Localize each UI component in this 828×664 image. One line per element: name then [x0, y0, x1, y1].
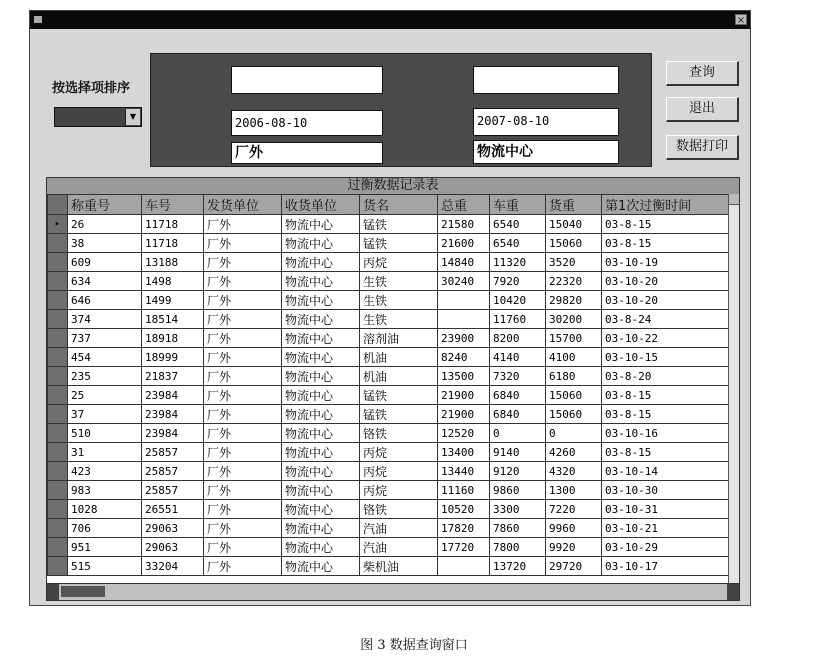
table-cell[interactable]: 14840 — [438, 253, 490, 272]
table-cell[interactable]: 厂外 — [204, 367, 282, 386]
row-selector[interactable] — [48, 272, 68, 291]
table-cell[interactable]: 515 — [68, 557, 142, 576]
table-cell[interactable]: 15040 — [546, 215, 602, 234]
table-cell[interactable]: 03-10-20 — [602, 291, 730, 310]
table-cell[interactable]: 11718 — [142, 215, 204, 234]
row-selector[interactable] — [48, 310, 68, 329]
table-cell[interactable]: 1498 — [142, 272, 204, 291]
scroll-thumb[interactable] — [61, 586, 105, 597]
table-cell[interactable]: 17820 — [438, 519, 490, 538]
table-cell[interactable]: 1028 — [68, 500, 142, 519]
column-header[interactable]: 称重号 — [68, 195, 142, 215]
table-cell[interactable]: 15700 — [546, 329, 602, 348]
table-cell[interactable]: 物流中心 — [282, 367, 360, 386]
table-cell[interactable]: 物流中心 — [282, 405, 360, 424]
table-cell[interactable]: 374 — [68, 310, 142, 329]
row-selector[interactable] — [48, 291, 68, 310]
table-cell[interactable]: 18918 — [142, 329, 204, 348]
table-cell[interactable]: 厂外 — [204, 519, 282, 538]
table-cell[interactable]: 6840 — [490, 386, 546, 405]
table-cell[interactable]: 03-10-21 — [602, 519, 730, 538]
current-row-indicator[interactable]: ▸ — [48, 215, 68, 234]
table-cell[interactable]: 13720 — [490, 557, 546, 576]
table-cell[interactable]: 23984 — [142, 386, 204, 405]
table-cell[interactable]: 9120 — [490, 462, 546, 481]
table-cell[interactable]: 03-10-30 — [602, 481, 730, 500]
table-cell[interactable]: 0 — [490, 424, 546, 443]
table-row[interactable] — [48, 443, 730, 462]
table-cell[interactable]: 丙烷 — [360, 253, 438, 272]
table-row[interactable] — [48, 481, 730, 500]
vertical-scrollbar[interactable] — [728, 194, 739, 584]
column-header[interactable]: 车号 — [142, 195, 204, 215]
table-cell[interactable]: 1300 — [546, 481, 602, 500]
table-cell[interactable]: 03-10-22 — [602, 329, 730, 348]
table-cell[interactable]: 18514 — [142, 310, 204, 329]
table-cell[interactable]: 03-10-14 — [602, 462, 730, 481]
table-cell[interactable]: 6540 — [490, 215, 546, 234]
table-cell[interactable]: 物流中心 — [282, 538, 360, 557]
table-cell[interactable]: 7320 — [490, 367, 546, 386]
table-row[interactable] — [48, 348, 730, 367]
table-row[interactable] — [48, 367, 730, 386]
table-cell[interactable]: 03-8-15 — [602, 405, 730, 424]
table-cell[interactable]: 30240 — [438, 272, 490, 291]
table-cell[interactable]: 21900 — [438, 405, 490, 424]
table-cell[interactable]: 溶剂油 — [360, 329, 438, 348]
table-cell[interactable]: 21600 — [438, 234, 490, 253]
table-cell[interactable]: 物流中心 — [282, 234, 360, 253]
table-cell[interactable]: 951 — [68, 538, 142, 557]
table-cell[interactable]: 7860 — [490, 519, 546, 538]
table-row[interactable] — [48, 215, 730, 234]
start-date-field[interactable]: 2006-08-10 — [231, 110, 383, 136]
table-cell[interactable]: 7920 — [490, 272, 546, 291]
table-row[interactable] — [48, 386, 730, 405]
table-cell[interactable]: 10420 — [490, 291, 546, 310]
table-cell[interactable]: 03-10-19 — [602, 253, 730, 272]
table-cell[interactable]: 物流中心 — [282, 329, 360, 348]
table-cell[interactable]: 生铁 — [360, 272, 438, 291]
table-cell[interactable]: 23900 — [438, 329, 490, 348]
table-row[interactable] — [48, 310, 730, 329]
table-cell[interactable]: 29063 — [142, 538, 204, 557]
table-cell[interactable]: 4100 — [546, 348, 602, 367]
table-cell[interactable]: 03-8-24 — [602, 310, 730, 329]
records-table — [47, 194, 730, 576]
table-cell[interactable]: 8240 — [438, 348, 490, 367]
table-cell[interactable]: 厂外 — [204, 405, 282, 424]
table-cell[interactable]: 33204 — [142, 557, 204, 576]
row-selector[interactable] — [48, 329, 68, 348]
query-button[interactable]: 查询 — [666, 61, 739, 86]
table-cell[interactable]: 9920 — [546, 538, 602, 557]
table-cell[interactable]: 26551 — [142, 500, 204, 519]
table-cell[interactable]: 物流中心 — [282, 386, 360, 405]
table-cell[interactable]: 厂外 — [204, 538, 282, 557]
table-cell[interactable]: 7800 — [490, 538, 546, 557]
chevron-down-icon[interactable]: ▼ — [125, 109, 140, 125]
table-row[interactable] — [48, 538, 730, 557]
table-cell[interactable]: 厂外 — [204, 500, 282, 519]
table-row[interactable] — [48, 462, 730, 481]
table-cell[interactable]: 锰铁 — [360, 215, 438, 234]
table-row[interactable] — [48, 253, 730, 272]
table-cell[interactable]: 10520 — [438, 500, 490, 519]
table-cell[interactable]: 锰铁 — [360, 234, 438, 253]
row-selector[interactable] — [48, 234, 68, 253]
table-row[interactable] — [48, 557, 730, 576]
table-cell[interactable]: 汽油 — [360, 538, 438, 557]
table-cell[interactable]: 25857 — [142, 481, 204, 500]
table-cell[interactable]: 31 — [68, 443, 142, 462]
table-row[interactable] — [48, 234, 730, 253]
table-cell[interactable]: 物流中心 — [282, 215, 360, 234]
table-cell[interactable]: 物流中心 — [282, 348, 360, 367]
table-cell[interactable]: 03-10-20 — [602, 272, 730, 291]
table-cell[interactable]: 1499 — [142, 291, 204, 310]
grid-title: 过衡数据记录表 — [47, 178, 739, 194]
table-cell[interactable]: 物流中心 — [282, 500, 360, 519]
table-cell[interactable]: 4320 — [546, 462, 602, 481]
sort-select[interactable] — [54, 107, 142, 127]
row-selector[interactable] — [48, 386, 68, 405]
row-selector[interactable] — [48, 481, 68, 500]
table-cell[interactable]: 29720 — [546, 557, 602, 576]
table-cell[interactable]: 丙烷 — [360, 443, 438, 462]
table-cell[interactable]: 厂外 — [204, 272, 282, 291]
table-cell[interactable]: 厂外 — [204, 424, 282, 443]
table-cell[interactable]: 6840 — [490, 405, 546, 424]
column-header[interactable]: 总重 — [438, 195, 490, 215]
table-cell[interactable]: 737 — [68, 329, 142, 348]
table-cell[interactable]: 13188 — [142, 253, 204, 272]
table-cell[interactable]: 03-10-31 — [602, 500, 730, 519]
table-cell[interactable]: 17720 — [438, 538, 490, 557]
header-row — [48, 195, 730, 215]
row-selector[interactable] — [48, 405, 68, 424]
table-cell[interactable]: 厂外 — [204, 215, 282, 234]
table-cell[interactable]: 03-10-15 — [602, 348, 730, 367]
weighing-records-grid[interactable] — [46, 177, 740, 601]
table-cell[interactable]: 983 — [68, 481, 142, 500]
table-row[interactable] — [48, 500, 730, 519]
table-row[interactable] — [48, 291, 730, 310]
table-cell[interactable]: 423 — [68, 462, 142, 481]
table-cell[interactable]: 03-10-17 — [602, 557, 730, 576]
table-cell[interactable]: 13500 — [438, 367, 490, 386]
figure-caption: 图 3 数据查询窗口 — [360, 638, 468, 653]
table-cell[interactable]: 9860 — [490, 481, 546, 500]
table-cell[interactable]: 03-8-15 — [602, 443, 730, 462]
table-cell[interactable]: 物流中心 — [282, 443, 360, 462]
table-cell[interactable]: 12520 — [438, 424, 490, 443]
close-button[interactable]: × — [736, 15, 746, 26]
table-cell[interactable]: 9140 — [490, 443, 546, 462]
row-selector-header[interactable] — [48, 195, 68, 215]
table-cell[interactable]: 物流中心 — [282, 272, 360, 291]
table-cell[interactable]: 机油 — [360, 367, 438, 386]
table-cell[interactable]: 646 — [68, 291, 142, 310]
table-cell[interactable]: 厂外 — [204, 443, 282, 462]
table-row[interactable] — [48, 424, 730, 443]
table-cell[interactable]: 厂外 — [204, 348, 282, 367]
table-cell[interactable]: 26 — [68, 215, 142, 234]
table-cell[interactable]: 7220 — [546, 500, 602, 519]
end-date-field[interactable]: 2007-08-10 — [473, 108, 619, 136]
table-cell[interactable]: 锰铁 — [360, 405, 438, 424]
table-cell[interactable]: 510 — [68, 424, 142, 443]
table-cell[interactable]: 0 — [546, 424, 602, 443]
table-cell[interactable]: 物流中心 — [282, 424, 360, 443]
table-cell[interactable]: 11160 — [438, 481, 490, 500]
table-cell[interactable]: 厂外 — [204, 291, 282, 310]
table-cell[interactable]: 物流中心 — [282, 253, 360, 272]
print-button[interactable]: 数据打印 — [666, 135, 739, 160]
table-cell[interactable]: 25857 — [142, 443, 204, 462]
table-cell[interactable]: 4260 — [546, 443, 602, 462]
row-selector[interactable] — [48, 443, 68, 462]
table-cell[interactable]: 9960 — [546, 519, 602, 538]
table-cell[interactable]: 18999 — [142, 348, 204, 367]
row-selector[interactable] — [48, 348, 68, 367]
title-bar[interactable] — [30, 11, 750, 29]
table-cell[interactable]: 235 — [68, 367, 142, 386]
table-cell[interactable]: 15060 — [546, 234, 602, 253]
table-cell[interactable]: 03-8-15 — [602, 386, 730, 405]
table-cell[interactable]: 03-8-20 — [602, 367, 730, 386]
row-selector[interactable] — [48, 557, 68, 576]
table-cell[interactable]: 物流中心 — [282, 557, 360, 576]
scroll-up-icon[interactable] — [729, 194, 739, 205]
row-selector[interactable] — [48, 424, 68, 443]
row-selector[interactable] — [48, 253, 68, 272]
table-cell[interactable]: 丙烷 — [360, 462, 438, 481]
table-cell[interactable]: 物流中心 — [282, 291, 360, 310]
row-selector[interactable] — [48, 500, 68, 519]
table-cell[interactable]: 11760 — [490, 310, 546, 329]
column-header[interactable]: 车重 — [490, 195, 546, 215]
table-row[interactable] — [48, 405, 730, 424]
table-row[interactable] — [48, 329, 730, 348]
table-cell[interactable] — [438, 310, 490, 329]
row-selector[interactable] — [48, 462, 68, 481]
table-cell[interactable]: 6540 — [490, 234, 546, 253]
exit-button[interactable]: 退出 — [666, 97, 739, 122]
scroll-right-icon[interactable] — [727, 584, 739, 600]
table-cell[interactable]: 609 — [68, 253, 142, 272]
table-cell[interactable]: 柴机油 — [360, 557, 438, 576]
scroll-left-icon[interactable] — [47, 584, 59, 600]
table-cell[interactable]: 37 — [68, 405, 142, 424]
table-cell[interactable]: 物流中心 — [282, 519, 360, 538]
table-cell[interactable]: 03-10-16 — [602, 424, 730, 443]
table-cell[interactable]: 铬铁 — [360, 424, 438, 443]
table-cell[interactable]: 21580 — [438, 215, 490, 234]
column-header[interactable]: 第1次过衡时间 — [602, 195, 730, 215]
table-cell[interactable]: 13400 — [438, 443, 490, 462]
table-cell[interactable]: 3300 — [490, 500, 546, 519]
query-criteria-panel — [150, 53, 652, 167]
table-cell[interactable]: 21900 — [438, 386, 490, 405]
criteria-field-1[interactable] — [231, 66, 383, 94]
table-cell[interactable]: 03-8-15 — [602, 234, 730, 253]
table-cell[interactable] — [438, 291, 490, 310]
column-header[interactable]: 货名 — [360, 195, 438, 215]
table-cell[interactable]: 铬铁 — [360, 500, 438, 519]
row-selector[interactable] — [48, 519, 68, 538]
table-cell[interactable] — [438, 557, 490, 576]
table-cell[interactable]: 3520 — [546, 253, 602, 272]
table-cell[interactable]: 厂外 — [204, 557, 282, 576]
table-cell[interactable]: 25857 — [142, 462, 204, 481]
sort-label: 按选择项排序 — [52, 81, 131, 96]
app-icon — [34, 16, 42, 23]
table-cell[interactable]: 23984 — [142, 405, 204, 424]
table-cell[interactable]: 03-10-29 — [602, 538, 730, 557]
shipper-field[interactable]: 厂外 — [231, 142, 383, 164]
table-cell[interactable]: 厂外 — [204, 329, 282, 348]
column-header[interactable]: 发货单位 — [204, 195, 282, 215]
column-header[interactable]: 收货单位 — [282, 195, 360, 215]
table-cell[interactable]: 11718 — [142, 234, 204, 253]
table-cell[interactable]: 30200 — [546, 310, 602, 329]
table-cell[interactable]: 丙烷 — [360, 481, 438, 500]
table-cell[interactable]: 物流中心 — [282, 481, 360, 500]
table-cell[interactable]: 生铁 — [360, 310, 438, 329]
table-cell[interactable]: 23984 — [142, 424, 204, 443]
table-cell[interactable]: 454 — [68, 348, 142, 367]
table-cell[interactable]: 25 — [68, 386, 142, 405]
table-cell[interactable]: 38 — [68, 234, 142, 253]
table-cell[interactable]: 634 — [68, 272, 142, 291]
table-cell[interactable]: 03-8-15 — [602, 215, 730, 234]
table-cell[interactable]: 6180 — [546, 367, 602, 386]
table-cell[interactable]: 8200 — [490, 329, 546, 348]
table-row[interactable] — [48, 272, 730, 291]
data-query-window — [29, 10, 751, 606]
table-cell[interactable]: 机油 — [360, 348, 438, 367]
table-cell[interactable]: 厂外 — [204, 481, 282, 500]
row-selector[interactable] — [48, 367, 68, 386]
table-cell[interactable]: 4140 — [490, 348, 546, 367]
table-cell[interactable]: 21837 — [142, 367, 204, 386]
table-cell[interactable]: 厂外 — [204, 386, 282, 405]
column-header[interactable]: 货重 — [546, 195, 602, 215]
table-cell[interactable]: 物流中心 — [282, 462, 360, 481]
criteria-field-2[interactable] — [473, 66, 619, 94]
table-cell[interactable]: 厂外 — [204, 310, 282, 329]
table-cell[interactable]: 物流中心 — [282, 310, 360, 329]
table-cell[interactable]: 厂外 — [204, 462, 282, 481]
table-cell[interactable]: 22320 — [546, 272, 602, 291]
row-selector[interactable] — [48, 538, 68, 557]
table-cell[interactable]: 706 — [68, 519, 142, 538]
table-cell[interactable]: 13440 — [438, 462, 490, 481]
table-cell[interactable]: 生铁 — [360, 291, 438, 310]
table-row[interactable] — [48, 519, 730, 538]
table-cell[interactable]: 15060 — [546, 405, 602, 424]
table-cell[interactable]: 锰铁 — [360, 386, 438, 405]
table-cell[interactable]: 29820 — [546, 291, 602, 310]
table-cell[interactable]: 汽油 — [360, 519, 438, 538]
table-cell[interactable]: 15060 — [546, 386, 602, 405]
receiver-field[interactable]: 物流中心 — [473, 140, 619, 164]
table-cell[interactable]: 29063 — [142, 519, 204, 538]
table-cell[interactable]: 厂外 — [204, 253, 282, 272]
horizontal-scrollbar[interactable] — [47, 583, 739, 600]
table-cell[interactable]: 厂外 — [204, 234, 282, 253]
table-cell[interactable]: 11320 — [490, 253, 546, 272]
